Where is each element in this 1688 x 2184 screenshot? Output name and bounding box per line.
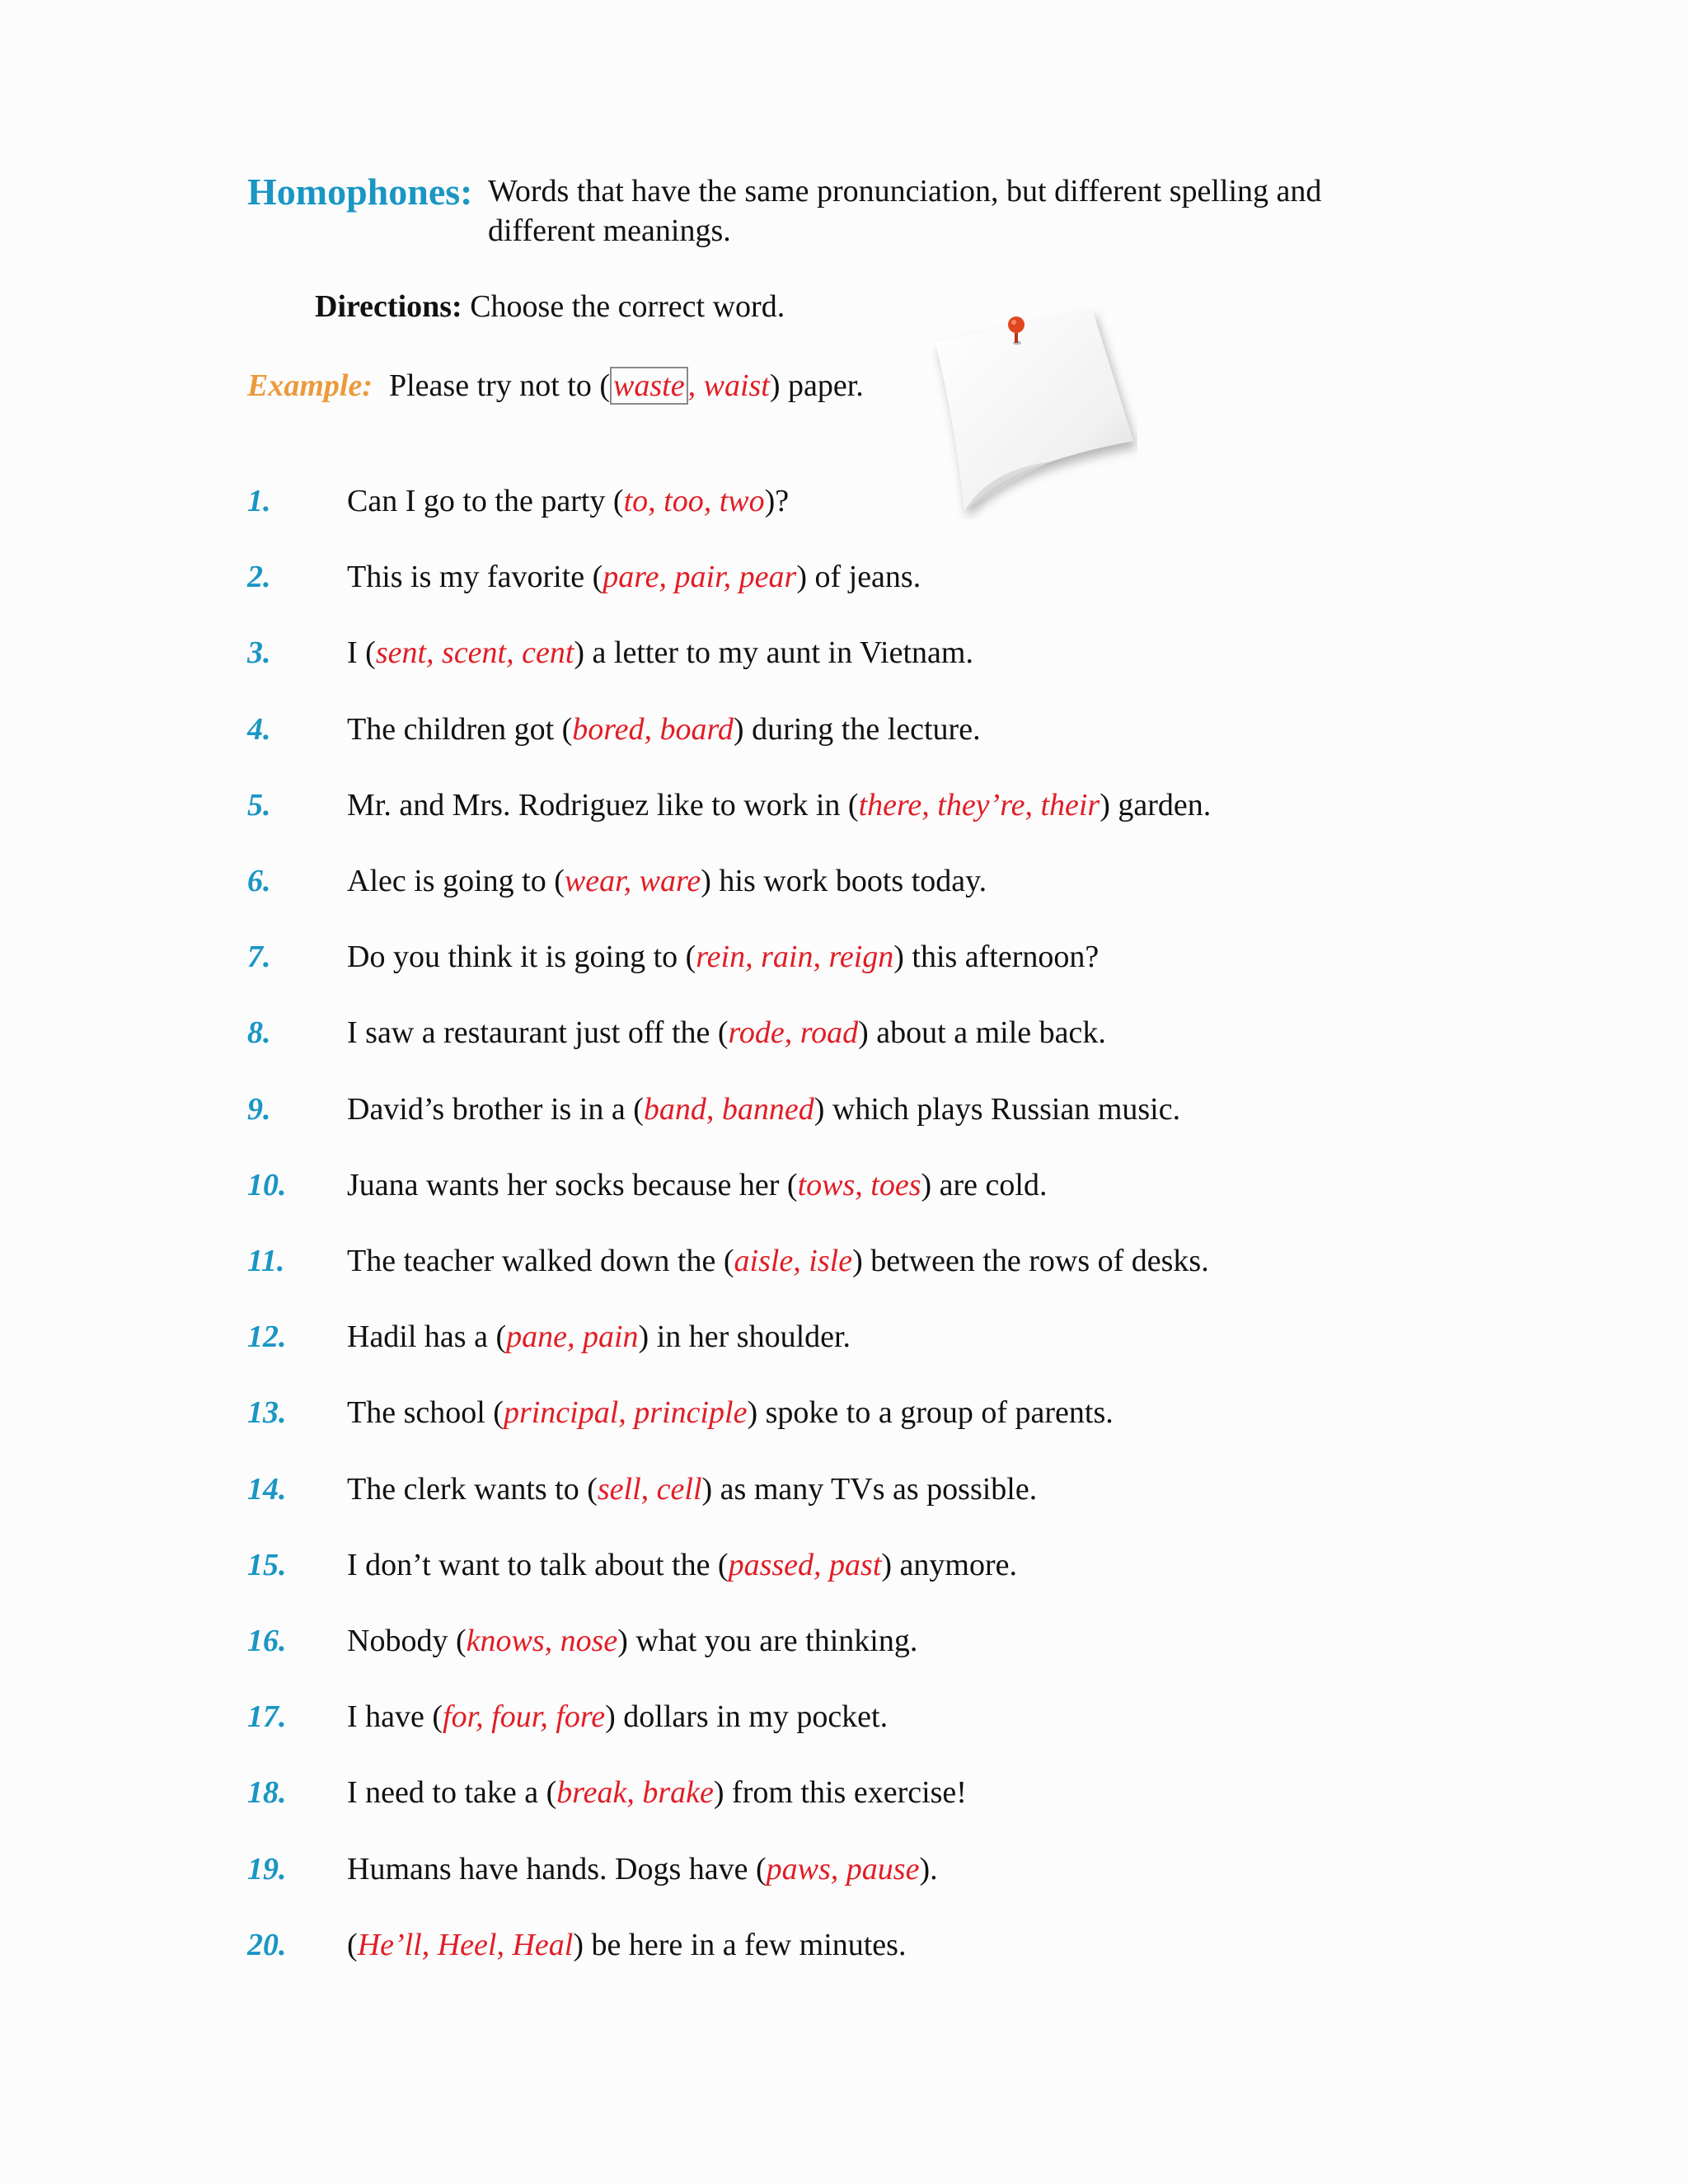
question-number: 18.	[247, 1775, 287, 1811]
directions-label: Directions:	[315, 289, 462, 324]
question-text	[347, 632, 973, 673]
directions-text: Choose the correct word.	[462, 289, 785, 324]
directions	[315, 287, 785, 326]
question-text	[347, 785, 1211, 826]
question-number: 5.	[247, 787, 271, 823]
question-text	[347, 936, 1099, 977]
question-number: 8.	[247, 1015, 271, 1051]
question-before: Humans have hands. Dogs have (	[347, 1851, 767, 1886]
question-number: 13.	[247, 1395, 287, 1431]
example-after: ) paper.	[769, 368, 864, 403]
answer-options[interactable]: paws, pause	[766, 1851, 920, 1886]
question-number: 17.	[247, 1699, 287, 1735]
question-item	[0, 1696, 1688, 1746]
question-item	[0, 860, 1688, 910]
question-before: Mr. and Mrs. Rodriguez like to work in (	[347, 787, 859, 823]
answer-options[interactable]: tows, toes	[797, 1167, 921, 1202]
question-number: 9.	[247, 1091, 271, 1127]
question-after: ) what you are thinking.	[617, 1624, 918, 1658]
question-before: I saw a restaurant just off the (	[347, 1015, 729, 1051]
answer-options[interactable]: wear, ware	[564, 864, 701, 898]
question-after: ) from this exercise!	[713, 1775, 967, 1811]
question-item	[0, 1620, 1688, 1670]
question-number: 1.	[247, 484, 271, 518]
question-before: The school (	[347, 1395, 504, 1431]
question-number: 6.	[247, 864, 271, 898]
question-text	[347, 860, 987, 902]
answer-options[interactable]: for, four, fore	[443, 1699, 606, 1735]
question-text	[347, 480, 789, 522]
question-text	[347, 1165, 1047, 1206]
question-before: The teacher walked down the (	[347, 1244, 734, 1278]
question-item	[0, 1924, 1688, 1974]
answer-options[interactable]: knows, nose	[466, 1624, 618, 1658]
answer-options[interactable]: sent, scent, cent	[375, 635, 574, 671]
question-text	[347, 1772, 967, 1813]
question-before: I need to take a (	[347, 1775, 557, 1811]
question-item	[0, 1089, 1688, 1138]
question-before: Do you think it is going to (	[347, 940, 696, 975]
answer-options[interactable]: band, banned	[643, 1091, 814, 1127]
question-number: 3.	[247, 635, 271, 671]
question-number: 4.	[247, 711, 271, 747]
answer-options[interactable]: sell, cell	[597, 1471, 702, 1507]
question-item	[0, 1392, 1688, 1441]
question-text	[347, 1316, 851, 1357]
answer-options[interactable]: break, brake	[556, 1775, 714, 1811]
question-after: ) are cold.	[921, 1167, 1048, 1202]
question-text	[347, 1620, 917, 1661]
answer-options[interactable]: rein, rain, reign	[696, 940, 894, 975]
question-before: (	[347, 1927, 358, 1962]
question-number: 16.	[247, 1624, 287, 1658]
answer-options[interactable]: bored, board	[572, 711, 734, 747]
question-number: 15.	[247, 1547, 287, 1582]
question-text	[347, 1392, 1114, 1433]
question-after: ) as many TVs as possible.	[701, 1471, 1038, 1507]
answer-options[interactable]: He’ll, Heel, Heal	[357, 1927, 574, 1962]
answer-options[interactable]: to, too, two	[623, 484, 765, 518]
question-item	[0, 1469, 1688, 1518]
example-options: , waist	[687, 368, 770, 403]
question-item	[0, 1316, 1688, 1366]
question-text	[347, 1696, 888, 1737]
question-after: ) dollars in my pocket.	[605, 1699, 889, 1735]
question-item	[0, 785, 1688, 834]
question-item	[0, 709, 1688, 758]
question-item	[0, 936, 1688, 986]
question-after: ) a letter to my aunt in Vietnam.	[574, 635, 973, 671]
question-before: I have (	[347, 1699, 443, 1735]
question-item	[0, 480, 1688, 530]
question-after: ) his work boots today.	[701, 864, 987, 898]
example-answer-box: waste	[610, 367, 688, 405]
question-before: Can I go to the party (	[347, 484, 624, 518]
question-number: 2.	[247, 560, 271, 595]
question-before: Nobody (	[347, 1624, 467, 1658]
question-item	[0, 1240, 1688, 1290]
question-before: I don’t want to talk about the (	[347, 1547, 729, 1582]
question-text	[347, 556, 921, 598]
question-after: ) this afternoon?	[893, 940, 1100, 975]
question-text	[347, 1544, 1017, 1586]
question-after: ) in her shoulder.	[638, 1319, 851, 1355]
question-text	[347, 709, 981, 750]
question-before: Juana wants her socks because her (	[347, 1167, 798, 1202]
question-before: Hadil has a (	[347, 1319, 507, 1355]
question-text	[347, 1089, 1180, 1130]
question-after: ) garden.	[1100, 787, 1212, 823]
question-number: 10.	[247, 1167, 287, 1202]
answer-options[interactable]: passed, past	[728, 1547, 882, 1582]
answer-options[interactable]: there, they’re, their	[858, 787, 1100, 823]
question-before: David’s brother is in a (	[347, 1091, 644, 1127]
question-text	[347, 1469, 1037, 1510]
question-number: 11.	[247, 1244, 285, 1278]
question-before: The clerk wants to (	[347, 1471, 598, 1507]
answer-options[interactable]: rode, road	[728, 1015, 859, 1051]
example-before: Please try not to (	[388, 368, 611, 403]
question-item	[0, 1772, 1688, 1821]
example-label: Example:	[247, 368, 373, 403]
question-item	[0, 1849, 1688, 1898]
page-title: Homophones:	[247, 171, 473, 213]
answer-options[interactable]: pare, pair, pear	[603, 560, 797, 595]
question-after: ) spoke to a group of parents.	[747, 1395, 1114, 1431]
answer-options[interactable]: principal, principle	[503, 1395, 748, 1431]
question-after: ) which plays Russian music.	[814, 1091, 1181, 1127]
question-before: The children got (	[347, 711, 573, 747]
question-after: ) between the rows of desks.	[852, 1244, 1209, 1278]
question-number: 19.	[247, 1851, 287, 1886]
answer-options[interactable]: aisle, isle	[734, 1244, 853, 1278]
question-text	[347, 1012, 1106, 1053]
question-after: )?	[764, 484, 790, 518]
definition-text: Words that have the same pronunciation, but different spelling and different meanings.	[488, 174, 1322, 248]
question-text	[347, 1240, 1209, 1282]
question-item	[0, 556, 1688, 606]
question-item	[0, 632, 1688, 682]
question-text	[347, 1849, 938, 1890]
question-before: This is my favorite (	[347, 560, 603, 595]
question-item	[0, 1165, 1688, 1214]
question-after: ) of jeans.	[796, 560, 921, 595]
question-after: ) anymore.	[881, 1547, 1017, 1582]
question-after: ).	[919, 1851, 938, 1886]
question-after: ) about a mile back.	[858, 1015, 1106, 1051]
question-number: 14.	[247, 1471, 287, 1507]
answer-options[interactable]: pane, pain	[506, 1319, 639, 1355]
question-before: I (	[347, 635, 376, 671]
question-after: ) during the lecture.	[733, 711, 981, 747]
question-after: ) be here in a few minutes.	[573, 1927, 907, 1962]
question-text	[347, 1924, 906, 1966]
question-item	[0, 1012, 1688, 1062]
example-line	[247, 366, 864, 405]
question-number: 7.	[247, 940, 271, 975]
question-number: 12.	[247, 1319, 287, 1355]
question-item	[0, 1544, 1688, 1594]
question-before: Alec is going to (	[347, 864, 565, 898]
question-number: 20.	[247, 1927, 287, 1962]
